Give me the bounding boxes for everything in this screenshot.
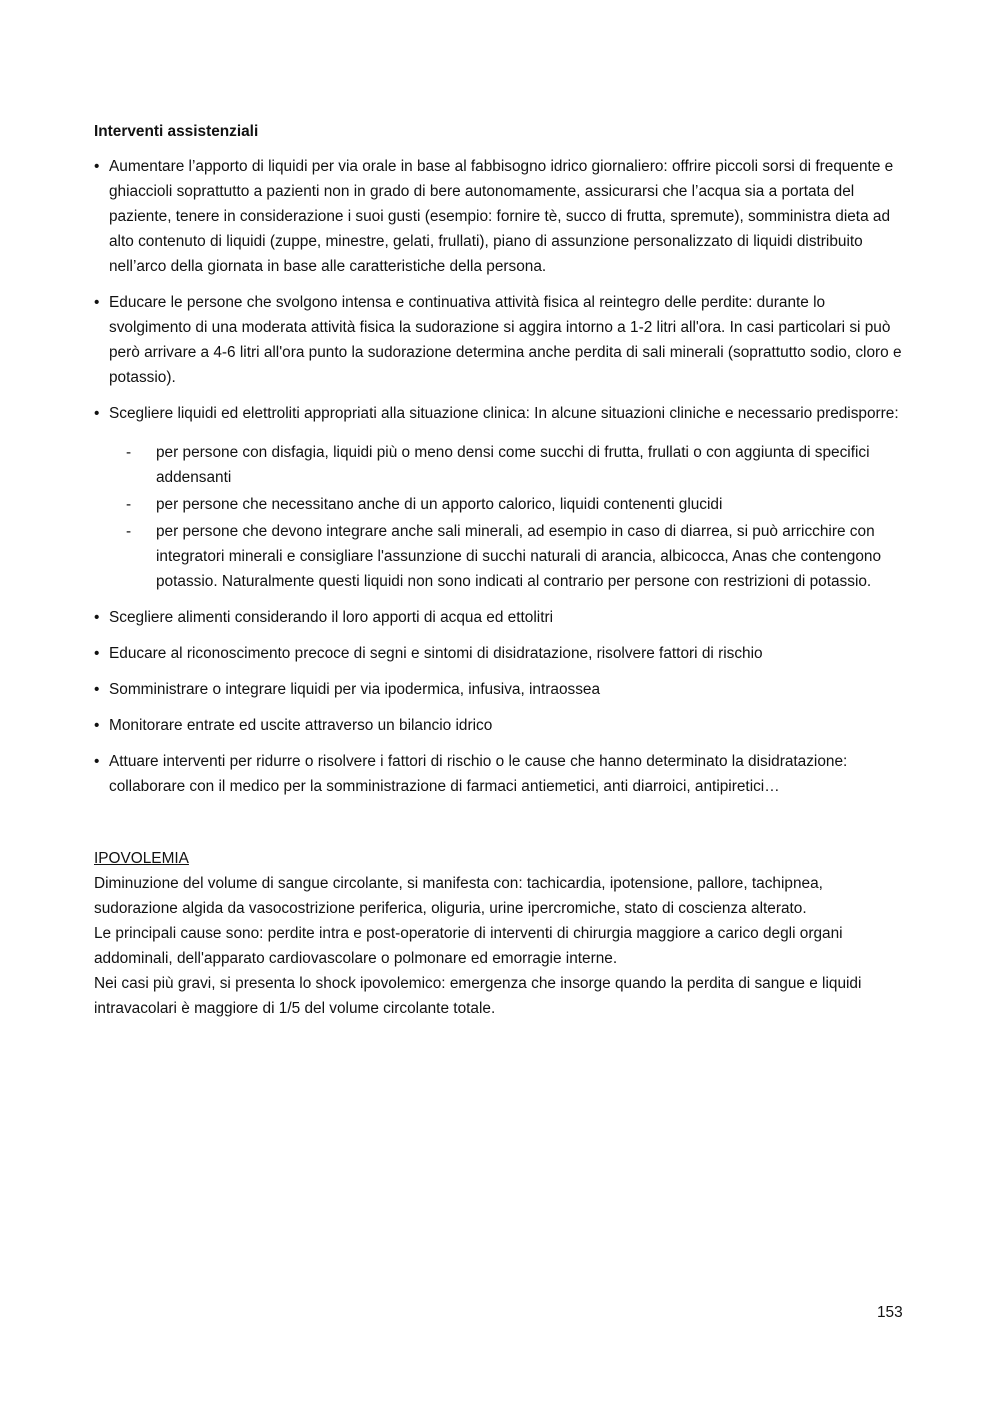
- page-number: 153: [877, 1304, 903, 1321]
- bullet-item: [94, 641, 909, 666]
- bullet-item: [94, 677, 909, 702]
- bullet-text: Educare al riconoscimento precoce di segni e sintomi di disidratazione, risolvere fattori di rischio: [109, 645, 763, 662]
- dash-item-text: per persone che devono integrare anche sali minerali, ad esempio in caso di diarrea, si può arricchire con integratori minerali e consigliare l'assunzione di succhi naturali di arancia, albicocca, Anas che contengono potassio. Naturalmente questi liquidi non sono indicati al contrario per persone con restrizioni di potassio.: [156, 523, 882, 590]
- dash-item-text: per persone che necessitano anche di un apporto calorico, liquidi contenenti glucidi: [156, 496, 723, 513]
- bullet-text: Scegliere alimenti considerando il loro apporti di acqua ed ettolitri: [109, 609, 554, 626]
- bullet-item: [94, 605, 909, 630]
- bullet-marker: •: [94, 158, 100, 175]
- dash-marker: -: [126, 444, 132, 461]
- page-content: [94, 119, 909, 1021]
- bullet-marker: •: [94, 717, 100, 734]
- dash-list: [94, 440, 909, 594]
- bullet-text: Scegliere liquidi ed elettroliti appropriati alla situazione clinica: In alcune situazioni cliniche e necessario predisporre:: [109, 405, 899, 422]
- dash-marker: -: [126, 496, 132, 513]
- bullet-item: [94, 290, 909, 390]
- body-paragraph: Nei casi più gravi, si presenta lo shock ipovolemico: emergenza che insorge quando la perdita di sangue e liquidi intravacolari è maggiore di 1/5 del volume circolante totale.: [94, 975, 862, 1017]
- bullet-marker: •: [94, 681, 100, 698]
- ipovolemia-title: IPOVOLEMIA: [94, 850, 189, 867]
- body-paragraph: Le principali cause sono: perdite intra e post-operatorie di interventi di chirurgia maggiore a carico degli organi addominali, dell'apparato cardiovascolare o polmonare ed emorragie interne.: [94, 925, 843, 967]
- dash-list-item: [94, 519, 909, 594]
- bullet-item: [94, 154, 909, 279]
- bullet-marker: •: [94, 753, 100, 770]
- bullet-marker: •: [94, 294, 100, 311]
- bullet-text: Somministrare o integrare liquidi per via ipodermica, infusiva, intraossea: [109, 681, 601, 698]
- bullet-item: [94, 401, 909, 426]
- dash-list-item: [94, 440, 909, 490]
- bullet-marker: •: [94, 645, 100, 662]
- bullet-text: Aumentare l’apporto di liquidi per via orale in base al fabbisogno idrico giornaliero: offrire piccoli sorsi di frequente e ghiaccioli soprattutto a pazienti non in grado di bere autonomamente, assicurarsi che l’acqua sia a portata del paziente, tenere in considerazione i suoi gusti (esempio: fornire tè, succo di frutta, spremute), somministra dieta ad alto contenuto di liquidi (zuppe, minestre, gelati, frullati), piano di assunzione personalizzato di liquidi distribuito nell’arco della giornata in base alle caratteristiche della persona.: [109, 158, 894, 275]
- bullet-marker: •: [94, 609, 100, 626]
- bullet-text: Attuare interventi per ridurre o risolvere i fattori di rischio o le cause che hanno determinato la disidratazione: collaborare con il medico per la somministrazione di farmaci antiemetici, anti diarroici, antipiretici…: [109, 753, 848, 795]
- dash-item-text: per persone con disfagia, liquidi più o meno densi come succhi di frutta, frullati o con aggiunta di specifici addensanti: [156, 444, 870, 486]
- section-heading: Interventi assistenziali: [94, 123, 259, 140]
- dash-list-item: [94, 492, 909, 517]
- bullet-marker: •: [94, 405, 100, 422]
- bullet-text: Educare le persone che svolgono intensa e continuativa attività fisica al reintegro delle perdite: durante lo svolgimento di una moderata attività fisica la sudorazione si aggira intorno a 1-2 litri all'ora. In casi particolari si può però arrivare a 4-6 litri all'ora punto la sudorazione determina anche perdita di sali minerali (soprattutto sodio, cloro e potassio).: [109, 294, 902, 386]
- dash-marker: -: [126, 523, 132, 540]
- bullet-item: [94, 749, 909, 799]
- bullet-item: [94, 713, 909, 738]
- body-paragraph: Diminuzione del volume di sangue circolante, si manifesta con: tachicardia, ipotensione, pallore, tachipnea, sudorazione algida da vasocostrizione periferica, oliguria, urine ipercromiche, stato di coscienza alterato.: [94, 875, 823, 917]
- bullet-text: Monitorare entrate ed uscite attraverso un bilancio idrico: [109, 717, 493, 734]
